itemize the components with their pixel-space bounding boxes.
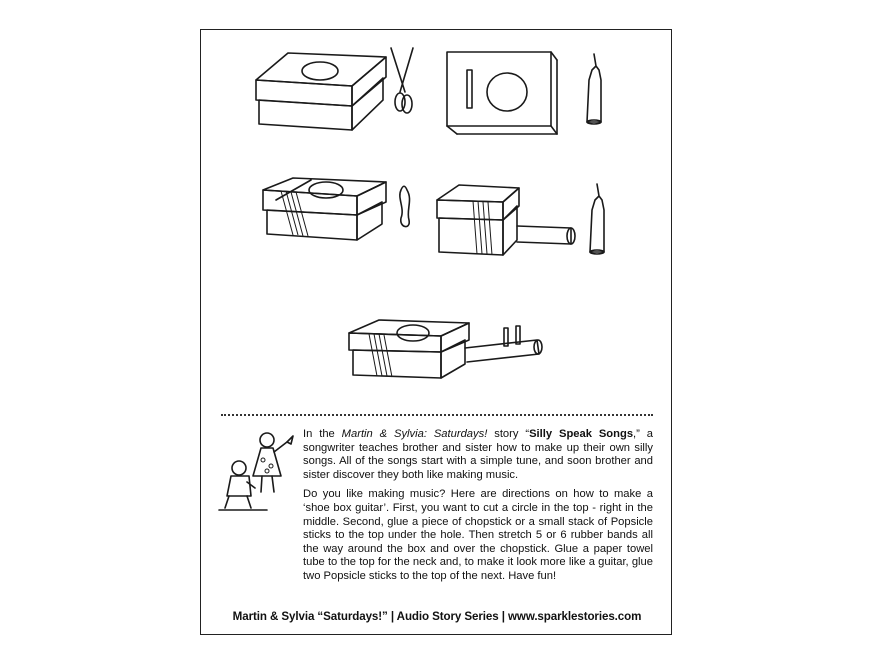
box-lid-icon [447,52,557,134]
box-with-tube-icon [437,185,575,255]
series-name: Martin & Sylvia: Saturdays! [341,428,488,440]
banded-box-icon [263,178,386,240]
intro-text: In the [303,428,342,440]
finished-guitar-icon [349,320,542,378]
intro-after-text: ,” a songwriter teaches brother and sister how to make up their own silly songs. All of the songs start with a simple tune, and soon brother and sister discover they both like making music. [303,428,653,481]
intro-story-text: story “ [487,428,530,440]
story-title: Silly Speak Songs [529,428,634,440]
glue-bottle-icon-2 [590,184,604,254]
instructions-illustrations [201,30,673,415]
activity-page [200,29,672,635]
footer: Martin & Sylvia “Saturdays!” | Audio Story Series | www.sparklestories.com [232,610,642,623]
story-intro [303,428,653,482]
martin-and-sylvia-icon [217,426,305,516]
rubber-band-icon [400,186,410,226]
scissors-icon [391,48,413,113]
dotted-divider [221,414,653,416]
story-description [303,428,653,590]
glue-bottle-icon [587,54,601,124]
box-with-circle-icon [256,53,386,130]
directions: Do you like making music? Here are directions on how to make a ‘shoe box guitar’. First, you want to cut a circle in the top - right in the middle. Second, glue a piece of chopstick or a small stack of Popsicle sticks to the top under the hole. Then stretch 5 or 6 rubber bands all the way around the box and over the chopstick. Glue a paper towel tube to the top for the neck and, to make it look more like a guitar, glue two Popsicle sticks to the top of the next. Have fun! [303,488,653,582]
